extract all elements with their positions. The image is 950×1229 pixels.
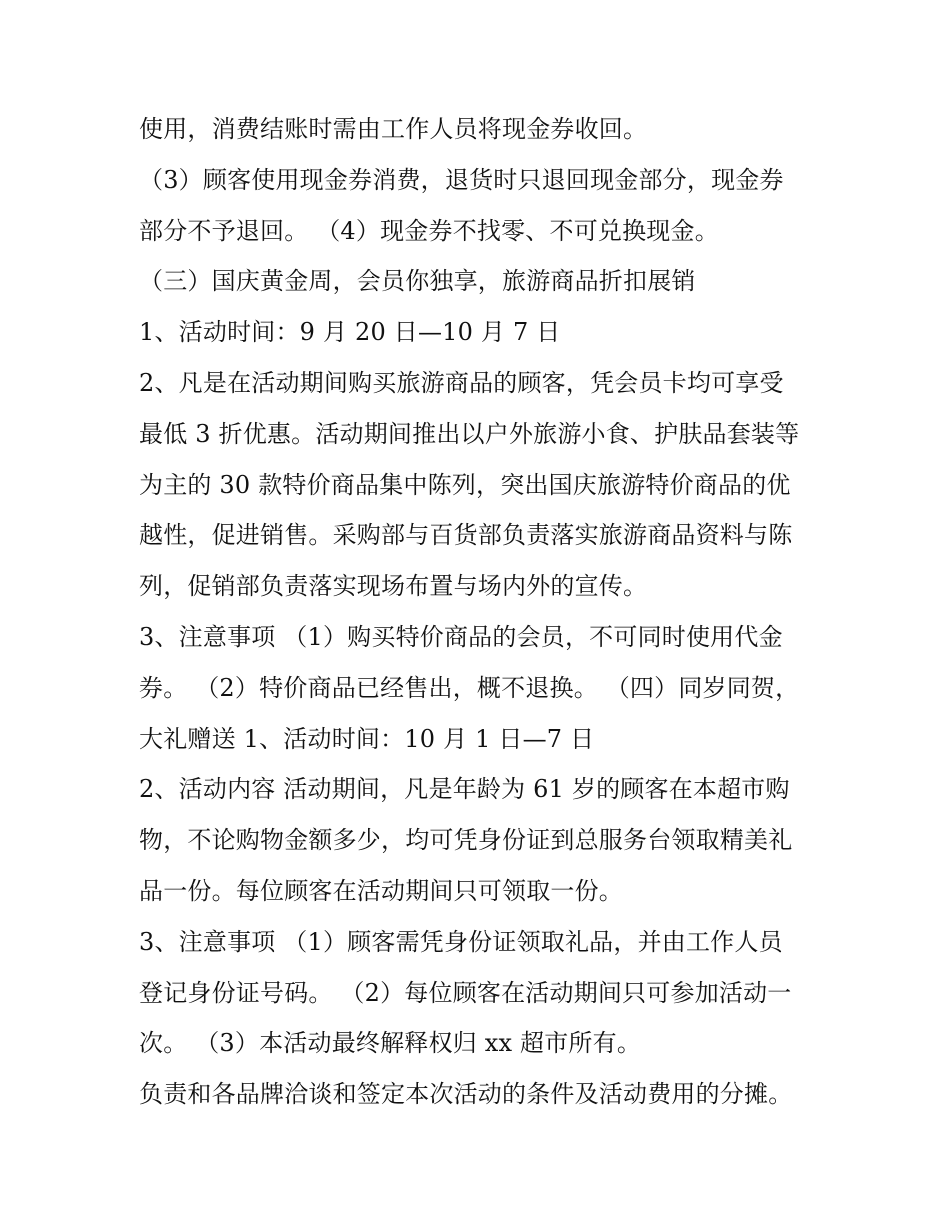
text-line: （3）顾客使用现金券消费，退货时只退回现金部分，现金券 [139, 165, 784, 194]
text-line: 次。 （3）本活动最终解释权归 xx 超市所有。 [139, 1029, 642, 1058]
text-line: 最低 3 折优惠。活动期间推出以户外旅游小食、护肤品套装等 [139, 419, 800, 448]
section-heading: （三）国庆黄金周，会员你独享，旅游商品折扣展销 [139, 267, 696, 296]
document-body [139, 104, 829, 1120]
text-line: 登记身份证号码。 （2）每位顾客在活动期间只可参加活动一 [139, 978, 792, 1007]
text-line: 越性，促进销售。采购部与百货部负责落实旅游商品资料与陈 [139, 521, 793, 550]
text-line: 部分不予退回。 （4）现金券不找零、不可兑换现金。 [139, 216, 719, 245]
text-line: 物，不论购物金额多少，均可凭身份证到总服务台领取精美礼 [139, 826, 793, 855]
text-line: 2、活动内容 活动期间，凡是年龄为 61 岁的顾客在本超市购 [139, 775, 790, 804]
text-line: 3、注意事项 （1）顾客需凭身份证领取礼品，并由工作人员 [139, 927, 783, 956]
text-line: 2、凡是在活动期间购买旅游商品的顾客，凭会员卡均可享受 [139, 368, 784, 397]
text-line: 列，促销部负责落实现场布置与场内外的宣传。 [139, 572, 648, 601]
text-line: 券。 （2）特价商品已经售出，概不退换。 （四）同岁同贺， [139, 673, 800, 702]
text-line: 品一份。每位顾客在活动期间只可领取一份。 [139, 876, 623, 905]
text-line: 使用，消费结账时需由工作人员将现金券收回。 [139, 115, 648, 143]
text-line: 大礼赠送 1、活动时间：10 月 1 日—7 日 [139, 724, 595, 753]
text-line: 负责和各品牌洽谈和签定本次活动的条件及活动费用的分摊。 [139, 1080, 793, 1109]
text-line: 1、活动时间：9 月 20 日—10 月 7 日 [139, 318, 561, 347]
text-line: 为主的 30 款特价商品集中陈列，突出国庆旅游特价商品的优 [139, 470, 791, 499]
text-line: 3、注意事项 （1）购买特价商品的会员，不可同时使用代金 [139, 622, 783, 651]
